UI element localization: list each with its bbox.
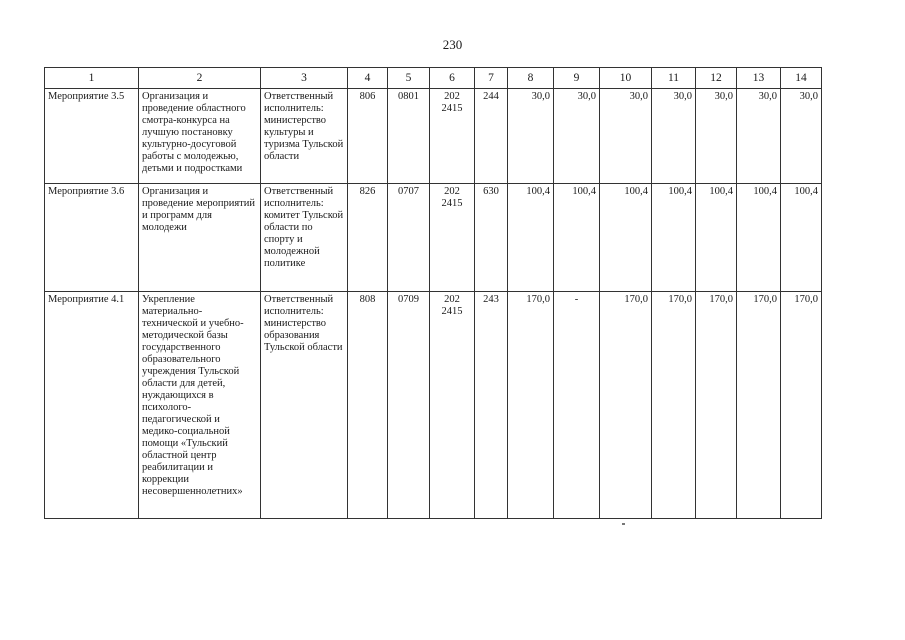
amount-cell: 100,4 — [554, 184, 600, 292]
amount-cell: 170,0 — [652, 292, 696, 519]
executor-cell: Ответственный исполнитель: комитет Тульской области по спорту и молодежной политике — [261, 184, 348, 292]
amount-cell: 170,0 — [600, 292, 652, 519]
code-cell: 202 2415 — [430, 184, 475, 292]
event-cell: Мероприятие 4.1 — [45, 292, 139, 519]
code-cell: 244 — [475, 89, 508, 184]
amount-cell: 100,4 — [696, 184, 737, 292]
executor-cell: Ответственный исполнитель: министерство образования Тульской области — [261, 292, 348, 519]
amount-cell: - — [554, 292, 600, 519]
amount-cell: 30,0 — [781, 89, 822, 184]
event-cell: Мероприятие 3.5 — [45, 89, 139, 184]
amount-cell: 170,0 — [781, 292, 822, 519]
column-header: 3 — [261, 68, 348, 89]
column-header: 6 — [430, 68, 475, 89]
amount-cell: 30,0 — [508, 89, 554, 184]
amount-cell: 170,0 — [737, 292, 781, 519]
amount-cell: 100,4 — [737, 184, 781, 292]
amount-cell: 100,4 — [781, 184, 822, 292]
column-header: 13 — [737, 68, 781, 89]
table-row — [45, 184, 822, 292]
column-header: 7 — [475, 68, 508, 89]
amount-cell: 30,0 — [554, 89, 600, 184]
code-cell: 0801 — [388, 89, 430, 184]
column-header: 2 — [139, 68, 261, 89]
code-cell: 202 2415 — [430, 292, 475, 519]
code-cell: 243 — [475, 292, 508, 519]
code-cell: 806 — [348, 89, 388, 184]
code-cell: 202 2415 — [430, 89, 475, 184]
amount-cell: 30,0 — [696, 89, 737, 184]
amount-cell: 100,4 — [600, 184, 652, 292]
amount-cell: 30,0 — [600, 89, 652, 184]
table-row — [45, 292, 822, 519]
event-name-cell: Организация и проведение областного смотра-конкурса на лучшую постановку культурно-досуговой работы с молодежью, детьми и подростками — [139, 89, 261, 184]
budget-table — [44, 67, 822, 519]
column-header: 14 — [781, 68, 822, 89]
code-cell: 630 — [475, 184, 508, 292]
amount-cell: 170,0 — [508, 292, 554, 519]
column-header: 12 — [696, 68, 737, 89]
code-cell: 0709 — [388, 292, 430, 519]
scan-speck — [622, 523, 625, 525]
event-name-cell: Организация и проведение мероприятий и программ для молодежи — [139, 184, 261, 292]
column-header: 1 — [45, 68, 139, 89]
column-header: 9 — [554, 68, 600, 89]
column-header: 8 — [508, 68, 554, 89]
amount-cell: 100,4 — [652, 184, 696, 292]
amount-cell: 30,0 — [737, 89, 781, 184]
code-cell: 0707 — [388, 184, 430, 292]
amount-cell: 100,4 — [508, 184, 554, 292]
amount-cell: 30,0 — [652, 89, 696, 184]
column-header: 4 — [348, 68, 388, 89]
header-row — [45, 68, 822, 89]
executor-cell: Ответственный исполнитель: министерство культуры и туризма Тульской области — [261, 89, 348, 184]
code-cell: 826 — [348, 184, 388, 292]
table-row — [45, 89, 822, 184]
page-number: 230 — [442, 37, 463, 52]
code-cell: 808 — [348, 292, 388, 519]
column-header: 5 — [388, 68, 430, 89]
event-name-cell: Укрепление материально-технической и учебно-методической базы государственного образовательного учреждения Тульской области для детей, нуждающихся в психолого-педагогической и медико-социальной помощи «Тульский областной центр реабилитации и коррекции несовершеннолетних» — [139, 292, 261, 519]
amount-cell: 170,0 — [696, 292, 737, 519]
column-header: 10 — [600, 68, 652, 89]
event-cell: Мероприятие 3.6 — [45, 184, 139, 292]
column-header: 11 — [652, 68, 696, 89]
